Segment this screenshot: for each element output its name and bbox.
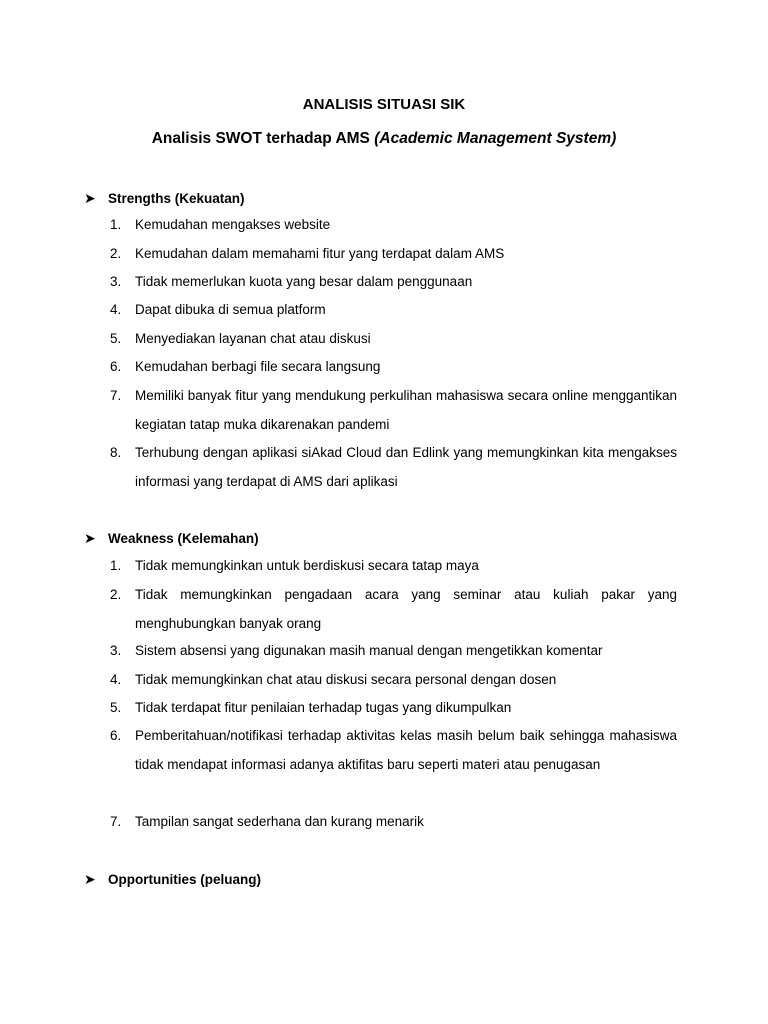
- list-item: [110, 382, 677, 439]
- list-text: Menyediakan layanan chat atau diskusi: [135, 331, 371, 346]
- strengths-heading-label: Strengths (Kekuatan): [108, 191, 245, 206]
- list-item: [110, 694, 677, 723]
- document-title: ANALISIS SITUASI SIK: [302, 96, 466, 113]
- list-number: 1.: [110, 558, 122, 573]
- list-item: [110, 439, 677, 496]
- list-text: Tidak memungkinkan chat atau diskusi secara personal dengan dosen: [135, 672, 557, 687]
- list-number: 6.: [110, 728, 122, 743]
- list-item: [110, 211, 677, 240]
- list-text: Tidak memungkinkan pengadaan acara yang seminar atau kuliah pakar yang menghubungkan banyak orang: [135, 587, 677, 631]
- list-number: 1.: [110, 217, 122, 232]
- list-item: [110, 722, 677, 779]
- list-number: 6.: [110, 359, 122, 374]
- list-text: Tampilan sangat sederhana dan kurang menarik: [135, 814, 424, 829]
- list-number: 4.: [110, 302, 122, 317]
- list-text: Kemudahan berbagi file secara langsung: [135, 359, 381, 374]
- weakness-heading-label: Weakness (Kelemahan): [108, 531, 259, 546]
- list-text: Dapat dibuka di semua platform: [135, 302, 326, 317]
- list-number: 5.: [110, 700, 122, 715]
- list-text: Pemberitahuan/notifikasi terhadap aktivitas kelas masih belum baik sehingga mahasiswa tidak mendapat informasi adanya aktifitas baru seperti materi atau penugasan: [135, 728, 677, 772]
- list-item: [110, 268, 677, 297]
- list-text: Kemudahan mengakses website: [135, 217, 331, 232]
- list-text: Tidak memungkinkan untuk berdiskusi secara tatap maya: [135, 558, 479, 573]
- list-text: Memiliki banyak fitur yang mendukung perkulihan mahasiswa secara online menggantikan kegiatan tatap muka dikarenakan pandemi: [135, 388, 677, 432]
- list-item: [110, 637, 677, 666]
- opportunities-heading-label: Opportunities (peluang): [108, 872, 261, 887]
- strengths-heading: [84, 188, 245, 209]
- arrowhead-bullet-icon: ➤: [84, 871, 96, 887]
- list-item: [110, 581, 677, 638]
- list-number: 2.: [110, 246, 122, 261]
- list-text: Tidak memerlukan kuota yang besar dalam penggunaan: [135, 274, 473, 289]
- list-number: 2.: [110, 587, 122, 602]
- weakness-heading: [84, 528, 259, 549]
- arrowhead-bullet-icon: ➤: [84, 530, 96, 546]
- subtitle-italic-text: (Academic Management System): [374, 130, 617, 147]
- list-item: [110, 240, 677, 269]
- list-item: [110, 808, 677, 837]
- list-text: Terhubung dengan aplikasi siAkad Cloud dan Edlink yang memungkinkan kita mengakses informasi yang terdapat di AMS dari aplikasi: [135, 445, 677, 489]
- subtitle-text: Analisis SWOT terhadap AMS: [151, 130, 375, 147]
- list-item: [110, 353, 677, 382]
- list-text: Kemudahan dalam memahami fitur yang terdapat dalam AMS: [135, 246, 505, 261]
- list-number: 7.: [110, 388, 122, 403]
- list-text: Tidak terdapat fitur penilaian terhadap tugas yang dikumpulkan: [135, 700, 512, 715]
- list-number: 8.: [110, 445, 122, 460]
- document-subtitle: [0, 129, 768, 149]
- list-number: 3.: [110, 274, 122, 289]
- list-text: Sistem absensi yang digunakan masih manual dengan mengetikkan komentar: [135, 643, 603, 658]
- list-number: 7.: [110, 814, 122, 829]
- list-item: [110, 296, 677, 325]
- list-item: [110, 666, 677, 695]
- list-item: [110, 552, 677, 581]
- list-item: [110, 325, 677, 354]
- opportunities-heading: [84, 869, 261, 890]
- list-number: 4.: [110, 672, 122, 687]
- list-number: 3.: [110, 643, 122, 658]
- arrowhead-bullet-icon: ➤: [84, 190, 96, 206]
- list-number: 5.: [110, 331, 122, 346]
